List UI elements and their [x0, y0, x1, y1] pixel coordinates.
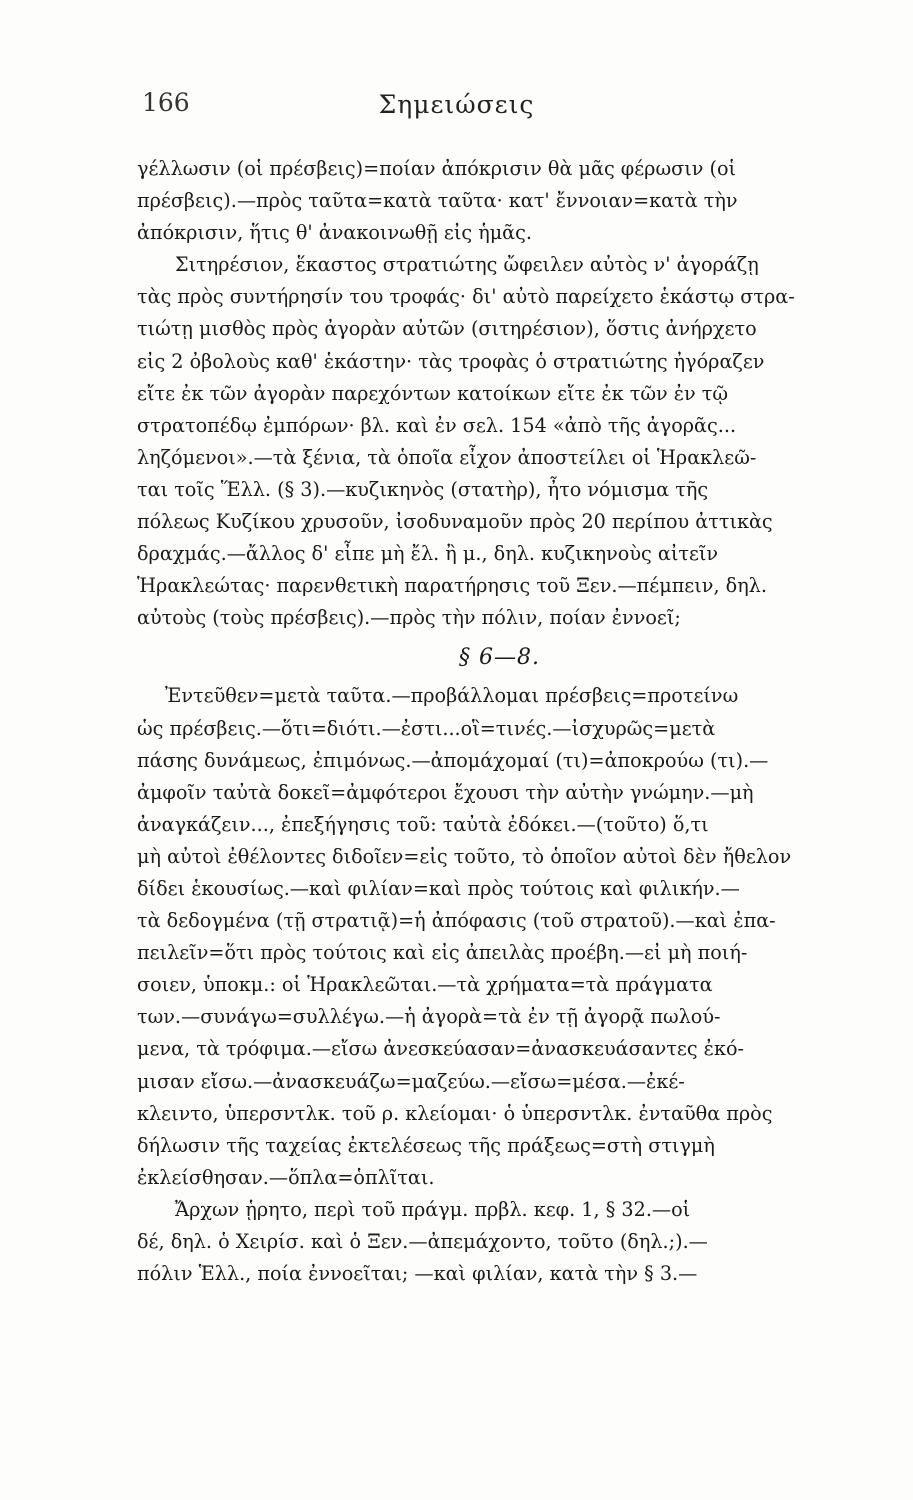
text-line: πόλιν Ἑλλ., ποία ἐννοεῖται; —καὶ φιλίαν, κατὰ τὴν § 3.—	[137, 1262, 698, 1286]
text-line: πειλεῖν=ὅτι πρὸς τούτοις καὶ εἰς ἀπειλὰς προέβη.—εἰ μὴ ποιή-	[137, 941, 748, 965]
text-line: ἀναγκάζειν..., ἐπεξήγησις τοῦ: ταὐτὰ ἐδόκει.—(τοῦτο) ὅ,τι	[137, 812, 709, 836]
text-line: ὡς πρέσβεις.—ὅτι=διότι.—ἐστι...οἳ=τινές.—ἰσχυρῶς=μετὰ	[137, 716, 716, 740]
text-line: σοιεν, ὑποκμ.: οἱ Ἡρακλεῶται.—τὰ χρήματα=τὰ πράγματα	[137, 973, 713, 997]
text-line: ληζόμενοι».—τὰ ξένια, τὰ ὁποῖα εἶχον ἀποστείλει οἱ Ἡρακλεῶ-	[137, 445, 757, 469]
notes-text	[137, 153, 862, 1290]
text-line: ἀπόκρισιν, ἥτις θ' ἀνακοινωθῇ εἰς ἡμᾶς.	[137, 221, 532, 245]
text-line: μισαν εἴσω.—ἀνασκευάζω=μαζεύω.—εἴσω=μέσα.—ἐκέ-	[137, 1069, 685, 1093]
paragraph-start-line: Ἄρχων ᾑρητο, περὶ τοῦ πράγμ. πρβλ. κεφ. 1, § 32.—οἱ	[175, 1197, 691, 1221]
text-line: στρατοπέδῳ ἐμπόρων· βλ. καὶ ἐν σελ. 154 «ἀπὸ τῆς ἀγορᾶς...	[137, 413, 737, 437]
text-line: κλειντο, ὑπερσντλκ. τοῦ ρ. κλείομαι· ὁ ὑπερσντλκ. ἐνταῦθα πρὸς	[137, 1101, 773, 1125]
text-line: τιώτῃ μισθὸς πρὸς ἀγορὰν αὐτῶν (σιτηρέσιον), ὅστις ἀνήρχετο	[137, 317, 757, 341]
text-line: δήλωσιν τῆς ταχείας ἐκτελέσεως τῆς πράξεως=στὴ στιγμὴ	[137, 1133, 715, 1157]
text-line: τὰς πρὸς συντήρησίν του τροφάς· δι' αὐτὸ παρείχετο ἑκάστῳ στρα-	[137, 285, 795, 309]
section-heading: § 6—8.	[459, 645, 540, 671]
text-line: γέλλωσιν (οἱ πρέσβεις)=ποίαν ἀπόκρισιν θὰ μᾶς φέρωσιν (οἱ	[137, 157, 737, 180]
text-line: πόλεως Κυζίκου χρυσοῦν, ἰσοδυναμοῦν πρὸς 20 περίπου ἀττικὰς	[137, 510, 773, 534]
running-head: Σημειώσεις	[378, 90, 535, 119]
text-line: δραχμάς.—ἄλλος δ' εἶπε μὴ ἔλ. ἢ μ., δηλ. κυζικηνοὺς αἰτεῖν	[137, 542, 719, 566]
text-line: των.—συνάγω=συλλέγω.—ἡ ἀγορὰ=τὰ ἐν τῇ ἀγορᾷ πωλού-	[137, 1005, 721, 1029]
text-line: μὴ αὐτοὶ ἐθέλοντες διδοῖεν=εἰς τοῦτο, τὸ ὁποῖον αὐτοὶ δὲν ἤθελον	[137, 844, 792, 868]
text-line: εἰς 2 ὀβολοὺς καθ' ἑκάστην· τὰς τροφὰς ὁ στρατιώτης ἠγόραζεν	[137, 349, 765, 373]
text-line: ἐκλείσθησαν.—ὅπλα=ὁπλῖται.	[137, 1165, 435, 1189]
text-line: δέ, δηλ. ὁ Χειρίσ. καὶ ὁ Ξεν.—ἀπεμάχοντο, τοῦτο (δηλ.;).—	[137, 1230, 708, 1253]
text-line: μενα, τὰ τρόφιμα.—εἴσω ἀνεσκεύασαν=ἀνασκευάσαντες ἐκό-	[137, 1037, 745, 1061]
text-line: ται τοῖς Ἕλλ. (§ 3).—κυζικηνὸς (στατὴρ), ἦτο νόμισμα τῆς	[137, 477, 709, 501]
text-line: δίδει ἑκουσίως.—καὶ φιλίαν=καὶ πρὸς τούτοις καὶ φιλικήν.—	[137, 876, 740, 900]
text-line: Ἡρακλεώτας· παρενθετικὴ παρατήρησις τοῦ Ξεν.—πέμπειν, δηλ.	[137, 574, 767, 598]
text-line: αὐτοὺς (τοὺς πρέσβεις).—πρὸς τὴν πόλιν, ποίαν ἐννοεῖ;	[137, 606, 681, 630]
page-number: 166	[142, 88, 190, 117]
text-line: πρέσβεις).—πρὸς ταῦτα=κατὰ ταῦτα· κατ' ἔννοιαν=κατὰ τὴν	[137, 189, 738, 213]
text-line: τὰ δεδογμένα (τῇ στρατιᾷ)=ἡ ἀπόφασις (τοῦ στρατοῦ).—καὶ ἐπα-	[137, 909, 776, 933]
paragraph-start-line: Σιτηρέσιον, ἕκαστος στρατιώτης ὤφειλεν αὐτὸς ν' ἀγοράζῃ	[175, 253, 759, 277]
text-line: πάσης δυνάμεως, ἐπιμόνως.—ἀπομάχομαί (τι)=ἀποκρούω (τι).—	[137, 748, 769, 772]
text-line: ἀμφοῖν ταὐτὰ δοκεῖ=ἀμφότεροι ἔχουσι τὴν αὐτὴν γνώμην.—μὴ	[137, 780, 754, 804]
paragraph-start-line: Ἐντεῦθεν=μετὰ ταῦτα.—προβάλλομαι πρέσβεις=προτείνω	[165, 684, 739, 708]
text-line: εἴτε ἐκ τῶν ἀγορὰν παρεχόντων κατοίκων εἴτε ἐκ τῶν ἐν τῷ	[137, 381, 729, 405]
